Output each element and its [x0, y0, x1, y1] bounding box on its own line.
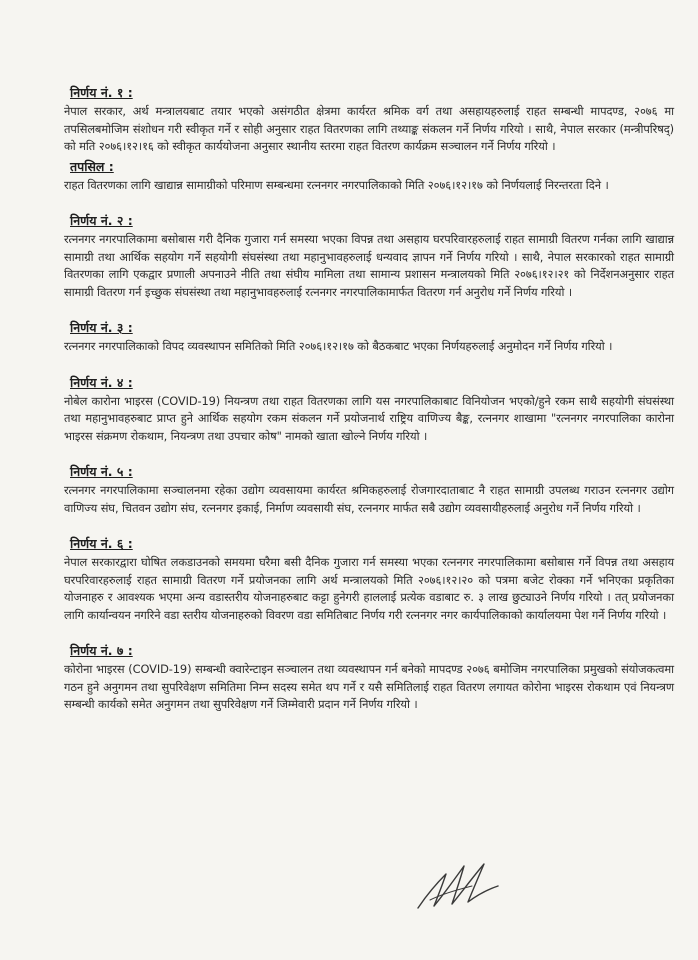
decision-5 — [64, 461, 674, 517]
decision-6-text: नेपाल सरकारद्वारा घोषित लकडाउनको समयमा घरैमा बसी दैनिक गुजारा गर्न समस्या भएका रत्ननगर नगरपालिकामा बसोबास गर्ने विपन्न तथा असहाय घरपरिवारहरुलाई राहत सामाग्री वितरण गर्ने प्रयोजनका लागि अर्थ मन्त्रालयको मिति २०७६।१२।२० को पत्रमा बजेट रोक्का गर्ने भनिएका प्रकृतिका योजनाहरु र आवश्यक भएमा अन्य वडास्तरीय योजनाहरुबाट कट्टा हुनेगरी हाललाई प्रत्येक वडाबाट रु. ३ लाख छुट्याउने निर्णय गरियो । तत् प्रयोजनका लागि कार्यान्वयन नगरिने वडा स्तरीय योजनाहरुको विवरण वडा समितिबाट निर्णय गरी रत्ननगर नगर कार्यपालिकाको कार्यालयमा पेश गर्ने निर्णय गरियो । — [64, 555, 674, 622]
decision-4-text: नोबेल कारोना भाइरस (COVID-19) नियन्त्रण तथा राहत वितरणका लागि यस नगरपालिकाबाट विनियोजन भएको/हुने रकम साथै सहयोगी संघसंस्था तथा महानुभावहरुबाट प्राप्त हुने आर्थिक सहयोग रकम संकलन गर्ने प्रयोजनार्थ राष्ट्रिय वाणिज्य बैङ्क, रत्ननगर शाखामा "रत्ननगर नगरपालिका कारोना भाइरस संक्रमण रोकथाम, नियन्त्रण तथा उपचार कोष" नामको खाता खोल्ने निर्णय गरियो । — [64, 393, 674, 443]
decision-3-heading: निर्णय नं. ३ : — [70, 320, 133, 335]
decision-1 — [64, 82, 674, 194]
decision-1-heading: निर्णय नं. १ : — [70, 85, 133, 100]
decision-4-heading: निर्णय नं. ४ : — [70, 374, 133, 390]
decision-5-text: रत्ननगर नगरपालिकामा सञ्चालनमा रहेका उद्योग व्यवसायमा कार्यरत श्रमिकहरुलाई रोजगारदाताबाट नै राहत सामाग्री उपलब्ध गराउन रत्ननगर उद्योग वाणिज्य संघ, चितवन उद्योग संघ, रत्ननगर इकाई, निर्माण व्यवसायी संघ, रत्ननगर मार्फत सबै उद्योग व्यवसायीहरुलाई अनुरोध गर्ने निर्णय गरियो । — [64, 483, 674, 515]
decision-5-heading: निर्णय नं. ५ : — [70, 464, 133, 479]
decision-3-text: रत्ननगर नगरपालिकाको विपद व्यवस्थापन समितिको मिति २०७६।१२।१७ को बैठकबाट भएका निर्णयहरुलाई अनुमोदन गर्ने निर्णय गरियो । — [64, 339, 613, 353]
decision-1-schedule-text: राहत वितरणका लागि खाद्यान्न सामाग्रीको परिमाण सम्बन्धमा रत्ननगर नगरपालिकाको मिति २०७६।१२।१७ को निर्णयलाई निरन्तरता दिने । — [64, 177, 609, 192]
decision-7 — [64, 640, 674, 714]
decision-1-schedule-heading: तपसिल : — [70, 158, 114, 174]
decision-6-heading: निर्णय नं. ६ : — [70, 536, 133, 551]
decision-3 — [64, 317, 674, 356]
decision-2-heading: निर्णय नं. २ : — [70, 213, 133, 228]
decision-1-text: नेपाल सरकार, अर्थ मन्त्रालयबाट तयार भएको असंगठीत क्षेत्रमा कार्यरत श्रमिक वर्ग तथा असहायहरुलाई राहत सम्बन्धी मापदण्ड, २०७६ मा तपसिलबमोजिम संशोधन गरी स्वीकृत गर्ने र सोही अनुसार राहत वितरणका लागि तथ्याङ्क संकलन गर्ने निर्णय गरियो । साथै, नेपाल सरकार (मन्त्रीपरिषद्) को मति २०७६।१२।१६ को स्वीकृत कार्ययोजना अनुसार स्थानीय स्तरमा राहत वितरण कार्यक्रम सञ्चालन गर्ने निर्णय गरियो । — [64, 104, 674, 153]
decision-7-text: कोरोना भाइरस (COVID-19) सम्बन्धी क्वारेन्टाइन सञ्चालन तथा व्यवस्थापन गर्न बनेको मापदण्ड २०७६ बमोजिम नगरपालिका प्रमुखको संयोजकत्वमा गठन हुने अनुगमन तथा सुपरिवेक्षण समितिमा निम्न सदस्य समेत थप गर्ने र यसै समितिलाई राहत वितरण लगायत कोरोना भाइरस रोकथाम एवं नियन्त्रण सम्बन्धी कार्यको समेत अनुगमन तथा सुपरिवेक्षण गर्ने जिम्मेवारी प्रदान गर्ने निर्णय गरियो । — [64, 662, 674, 711]
decision-7-heading: निर्णय नं. ७ : — [70, 643, 133, 658]
decision-4 — [64, 372, 674, 446]
decision-2-text: रत्ननगर नगरपालिकामा बसोबास गरी दैनिक गुजारा गर्न समस्या भएका विपन्न तथा असहाय घरपरिवारहरुलाई राहत सामाग्री वितरण गर्नका लागि खाद्यान्न सामाग्री तथा आर्थिक सहयोग गर्ने सहयोगी संघसंस्था तथा महानुभावहरुलाई धन्यवाद ज्ञापन गर्ने निर्णय गरियो । साथै, नेपाल सरकारको राहत सामाग्री वितरणका लागि एकद्वार प्रणाली अपनाउने नीति तथा संघीय मामिला तथा सामान्य प्रशासन मन्त्रालयको मिति २०७६।१२।२१ को निर्देशनअनुसार राहत सामाग्री वितरण गर्न इच्छुक संघसंस्था तथा महानुभावहरुलाई रत्ननगर नगरपालिकामार्फत वितरण गर्न अनुरोध गर्ने निर्णय गरियो । — [64, 232, 674, 299]
decision-6 — [64, 533, 674, 624]
decision-2 — [64, 210, 674, 301]
signature-mark — [412, 856, 502, 916]
